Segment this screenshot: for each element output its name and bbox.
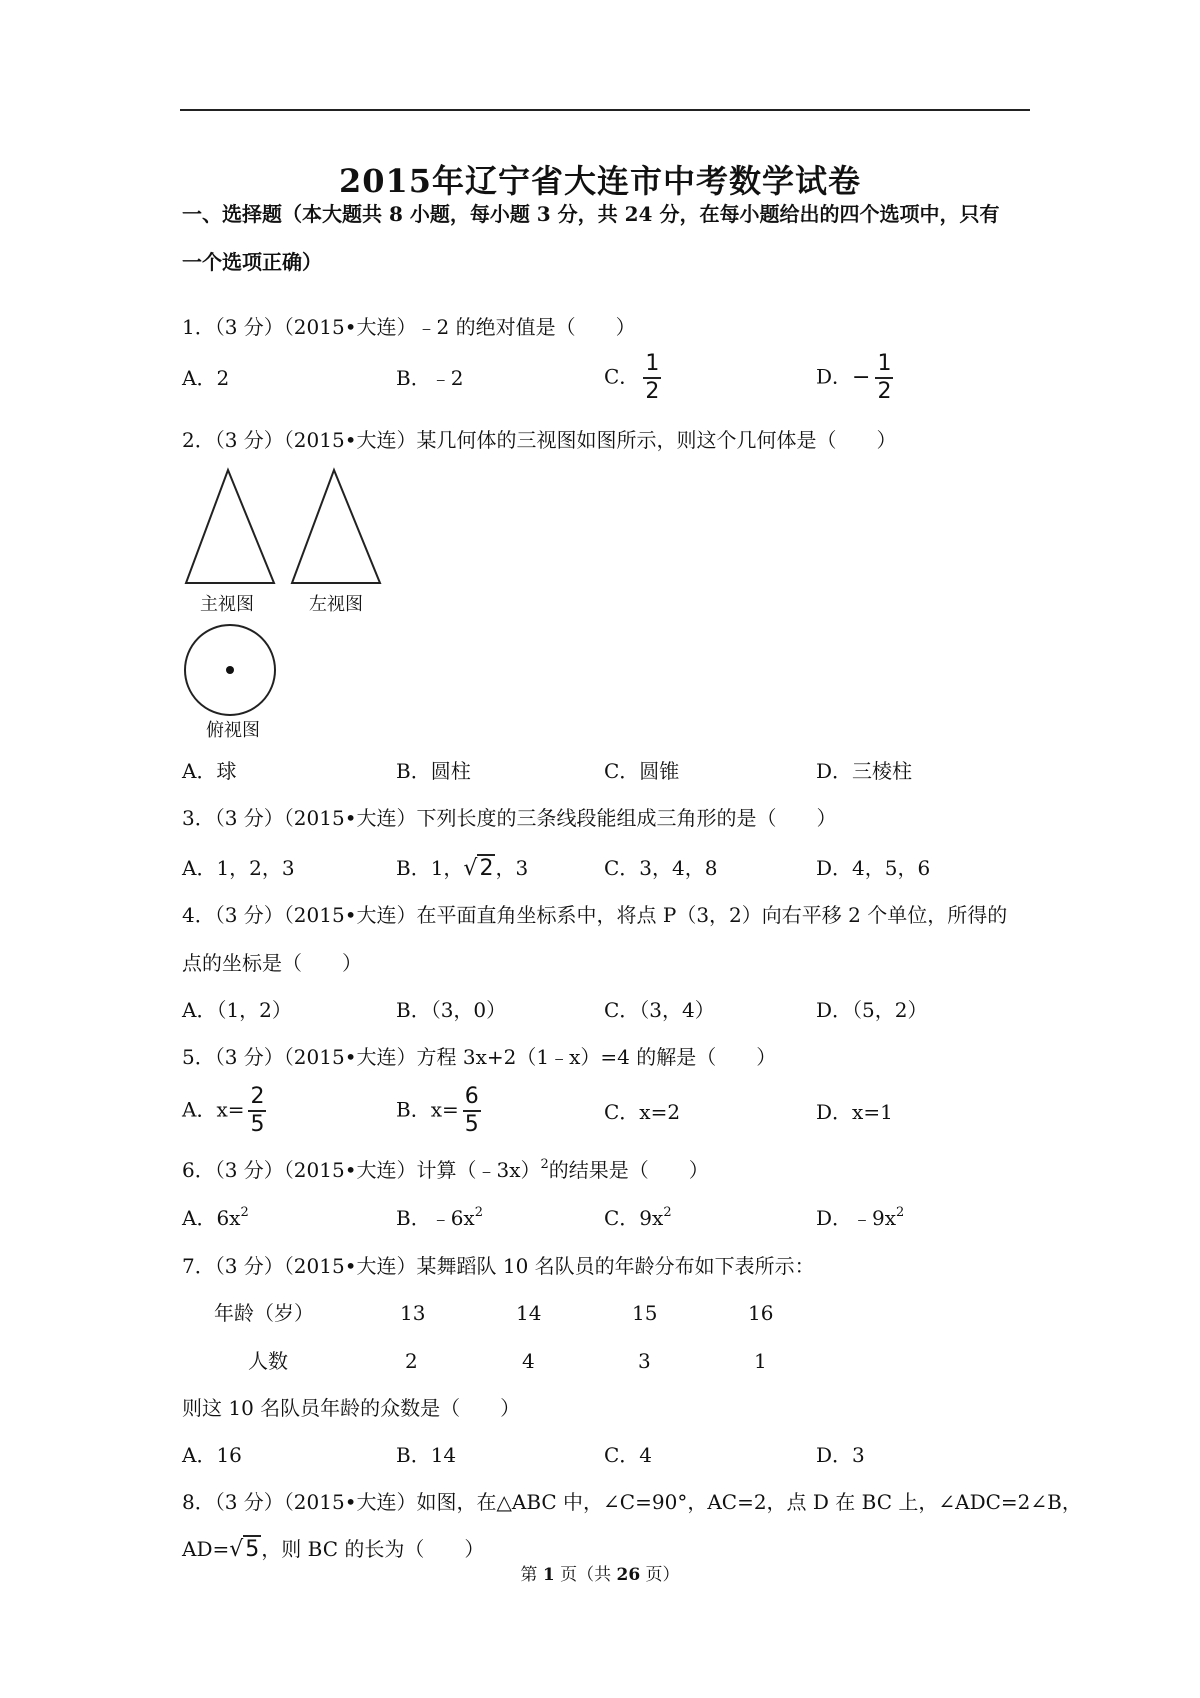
footer-pre: 第 [520, 1565, 543, 1585]
q1-option-d [816, 352, 893, 404]
q4-option-a: A．（1，2） [182, 998, 292, 1022]
q3-sqrt: √2 [463, 856, 494, 881]
q6-option-c-exponent: 2 [663, 1205, 672, 1220]
q6-stem-suffix: 的结果是（ ） [548, 1158, 709, 1182]
left-view-triangle [292, 470, 380, 583]
page-footer [0, 1560, 1200, 1585]
q3-option-c: C．3，4，8 [604, 856, 718, 880]
front-view-label: 主视图 [200, 594, 254, 615]
section-heading-line2: 一个选项正确） [182, 250, 322, 274]
q6-option-c [604, 1203, 672, 1233]
q6-stem-prefix: 6．（3 分）（2015•大连）计算（﹣3x） [182, 1158, 541, 1182]
q3-option-b [396, 853, 528, 884]
front-view-triangle [186, 470, 274, 583]
q5-option-b [396, 1085, 481, 1137]
footer-post: 页） [640, 1565, 680, 1585]
q6-stem [182, 1155, 1042, 1185]
q1-d-denominator: 2 [877, 379, 892, 404]
q7-question: 则这 10 名队员年龄的众数是（ ） [182, 1396, 521, 1420]
table-count-cell: 3 [638, 1349, 651, 1373]
page-title: 2015年辽宁省大连市中考数学试卷 [338, 162, 862, 200]
q4-option-d: D．（5，2） [816, 998, 928, 1022]
q1-c-numerator: 1 [645, 351, 660, 376]
table-count-cell: 1 [754, 1349, 767, 1373]
q8-stem-prefix: AD= [182, 1537, 230, 1561]
q2-option-c: C．圆锥 [604, 759, 680, 783]
footer-total-pages: 26 [616, 1565, 641, 1585]
q3-stem: 3．（3 分）（2015•大连）下列长度的三条线段能组成三角形的是（ ） [182, 806, 837, 830]
table-count-cell: 4 [522, 1349, 535, 1373]
q6-option-d-exponent: 2 [896, 1205, 905, 1220]
q1-option-d-prefix: D． [816, 364, 853, 389]
q5-b-numerator: 6 [464, 1084, 479, 1109]
q5-option-a-fraction [248, 1085, 266, 1137]
q1-stem: 1．（3 分）（2015•大连）﹣2 的绝对值是（ ） [182, 315, 636, 339]
table-count-cell: 2 [405, 1349, 418, 1373]
footer-page-number: 1 [542, 1565, 555, 1585]
q7-option-c: C．4 [604, 1443, 653, 1467]
q6-option-b-exponent: 2 [474, 1205, 483, 1220]
q1-d-numerator: 1 [877, 351, 892, 376]
table-age-cell: 16 [748, 1301, 774, 1325]
table-age-cell: 15 [632, 1301, 658, 1325]
q1-c-denominator: 2 [645, 379, 660, 404]
section-heading-line1: 一、选择题（本大题共 8 小题，每小题 3 分，共 24 分，在每小题给出的四个选项中，只有 [182, 202, 1000, 226]
q6-option-b-base: B．﹣6x [396, 1206, 475, 1230]
q5-option-a [182, 1085, 266, 1137]
q8-stem-line1: 8．（3 分）（2015•大连）如图，在△ABC 中，∠C=90°，AC=2，点 D 在 BC 上，∠ADC=2∠B， [182, 1490, 1082, 1514]
q7-option-a: A．16 [182, 1443, 242, 1467]
q1-option-c [604, 352, 661, 404]
q5-option-c: C．x=2 [604, 1100, 681, 1124]
q4-option-b: B．（3，0） [396, 998, 507, 1022]
q6-option-b [396, 1203, 483, 1233]
q1-option-c-prefix: C． [604, 364, 640, 389]
q5-option-a-prefix: A．x= [182, 1097, 245, 1122]
q5-a-numerator: 2 [250, 1084, 265, 1109]
q4-option-c: C．（3，4） [604, 998, 715, 1022]
q8-sqrt: √5 [229, 1537, 260, 1562]
q3-option-b-prefix: B．1， [396, 856, 464, 880]
q6-option-a-exponent: 2 [240, 1205, 249, 1220]
q6-option-d [816, 1203, 904, 1233]
footer-mid: 页（共 [554, 1565, 617, 1585]
q5-stem: 5．（3 分）（2015•大连）方程 3x+2（1﹣x）=4 的解是（ ） [182, 1045, 777, 1069]
q6-option-a-base: A．6x [182, 1206, 241, 1230]
q5-option-b-fraction [463, 1085, 481, 1137]
q2-option-a: A．球 [182, 759, 237, 783]
q4-stem-line2: 点的坐标是（ ） [182, 951, 362, 975]
q3-option-b-suffix: ，3 [495, 856, 529, 880]
q7-stem: 7．（3 分）（2015•大连）某舞蹈队 10 名队员的年龄分布如下表所示： [182, 1254, 815, 1278]
q6-option-a [182, 1203, 249, 1233]
q1-option-a: A．2 [182, 366, 230, 390]
q2-stem: 2．（3 分）（2015•大连）某几何体的三视图如图所示，则这个几何体是（ ） [182, 428, 897, 452]
q5-a-denominator: 5 [250, 1112, 265, 1137]
q5-option-d: D．x=1 [816, 1100, 893, 1124]
table-row2-label: 人数 [248, 1349, 288, 1373]
q8-radicand: 5 [245, 1537, 260, 1562]
table-age-cell: 14 [516, 1301, 542, 1325]
q2-option-b: B．圆柱 [396, 759, 471, 783]
q6-option-c-base: C．9x [604, 1206, 664, 1230]
top-view-center-dot [226, 666, 234, 674]
q5-b-denominator: 5 [464, 1112, 479, 1137]
q6-stem-exponent: 2 [540, 1157, 549, 1172]
q4-stem-line1: 4．（3 分）（2015•大连）在平面直角坐标系中，将点 P（3，2）向右平移 2 个单位，所得的 [182, 903, 1008, 927]
q5-option-b-prefix: B．x= [396, 1097, 459, 1122]
table-row1-label: 年龄（岁） [214, 1301, 314, 1325]
q3-option-d: D．4，5，6 [816, 856, 931, 880]
section-heading [182, 190, 1032, 286]
q1-option-b: B．﹣2 [396, 366, 464, 390]
q2-option-d: D．三棱柱 [816, 759, 913, 783]
q3-radicand: 2 [479, 856, 494, 881]
q7-option-b: B．14 [396, 1443, 457, 1467]
q1-option-d-fraction [875, 352, 893, 404]
q3-option-a: A．1，2，3 [182, 856, 295, 880]
table-age-cell: 13 [400, 1301, 426, 1325]
q7-option-d: D．3 [816, 1443, 865, 1467]
q6-option-d-base: D．﹣9x [816, 1206, 897, 1230]
q8-stem-suffix: ，则 BC 的长为（ ） [261, 1537, 485, 1561]
header-rule [180, 109, 1030, 111]
left-view-label: 左视图 [309, 594, 363, 615]
q1-option-c-fraction [643, 352, 661, 404]
top-view-label: 俯视图 [206, 720, 260, 741]
q1-d-sign: − [852, 365, 871, 390]
